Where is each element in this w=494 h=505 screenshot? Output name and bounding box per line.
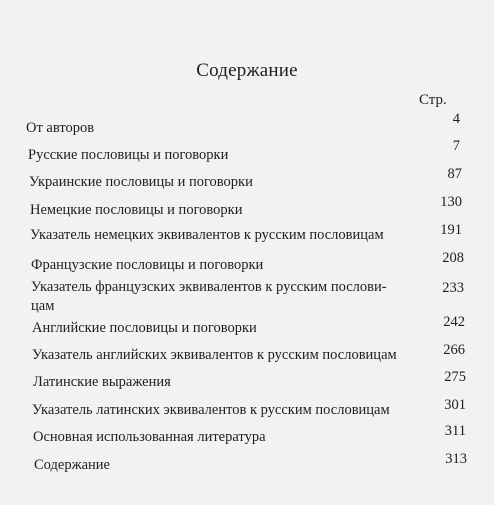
- toc-entry-page: 130: [440, 194, 462, 210]
- toc-entry-title: Украинские пословицы и поговорки: [29, 174, 253, 190]
- toc-entry-page: 208: [442, 250, 464, 266]
- toc-entry-page: 87: [447, 166, 462, 182]
- toc-entry-title: Латинские выражения: [33, 374, 171, 390]
- toc-entry-page: 7: [452, 138, 460, 154]
- page-column-header: Стр.: [419, 92, 447, 108]
- toc-entry-title: Английские пословицы и поговорки: [32, 320, 257, 336]
- toc-entry-page: 275: [444, 369, 466, 385]
- toc-entry-title: Французские пословицы и поговорки: [31, 257, 264, 273]
- toc-entry-title: Указатель английских эквивалентов к русским пословицам: [32, 347, 397, 363]
- toc-entry-title: Основная использованная литература: [33, 429, 266, 445]
- toc-entry-title: Немецкие пословицы и поговорки: [30, 202, 243, 218]
- toc-entry-title: Указатель немецких эквивалентов к русским пословицам: [30, 227, 384, 243]
- page-title: Содержание: [196, 60, 298, 81]
- toc-entry-title: Указатель французских эквивалентов к русским послови-: [31, 279, 387, 295]
- toc-entry-page: 311: [444, 423, 466, 439]
- toc-entry-page: 242: [443, 314, 465, 330]
- toc-entry-page: 191: [440, 222, 462, 238]
- toc-entry-page: 266: [443, 342, 465, 358]
- toc-entry-title: Указатель латинских эквивалентов к русским пословицам: [32, 402, 390, 418]
- toc-entry-title-continuation: цам: [31, 298, 55, 314]
- toc-entry-page: 233: [442, 280, 464, 296]
- toc-entry-title: Содержание: [34, 457, 110, 473]
- toc-entry-page: 313: [445, 451, 467, 467]
- toc-entry-page: 301: [444, 397, 466, 413]
- toc-entry-title: От авторов: [26, 120, 95, 136]
- toc-entry-page: 4: [452, 111, 460, 127]
- toc-entry-title: Русские пословицы и поговорки: [28, 147, 229, 163]
